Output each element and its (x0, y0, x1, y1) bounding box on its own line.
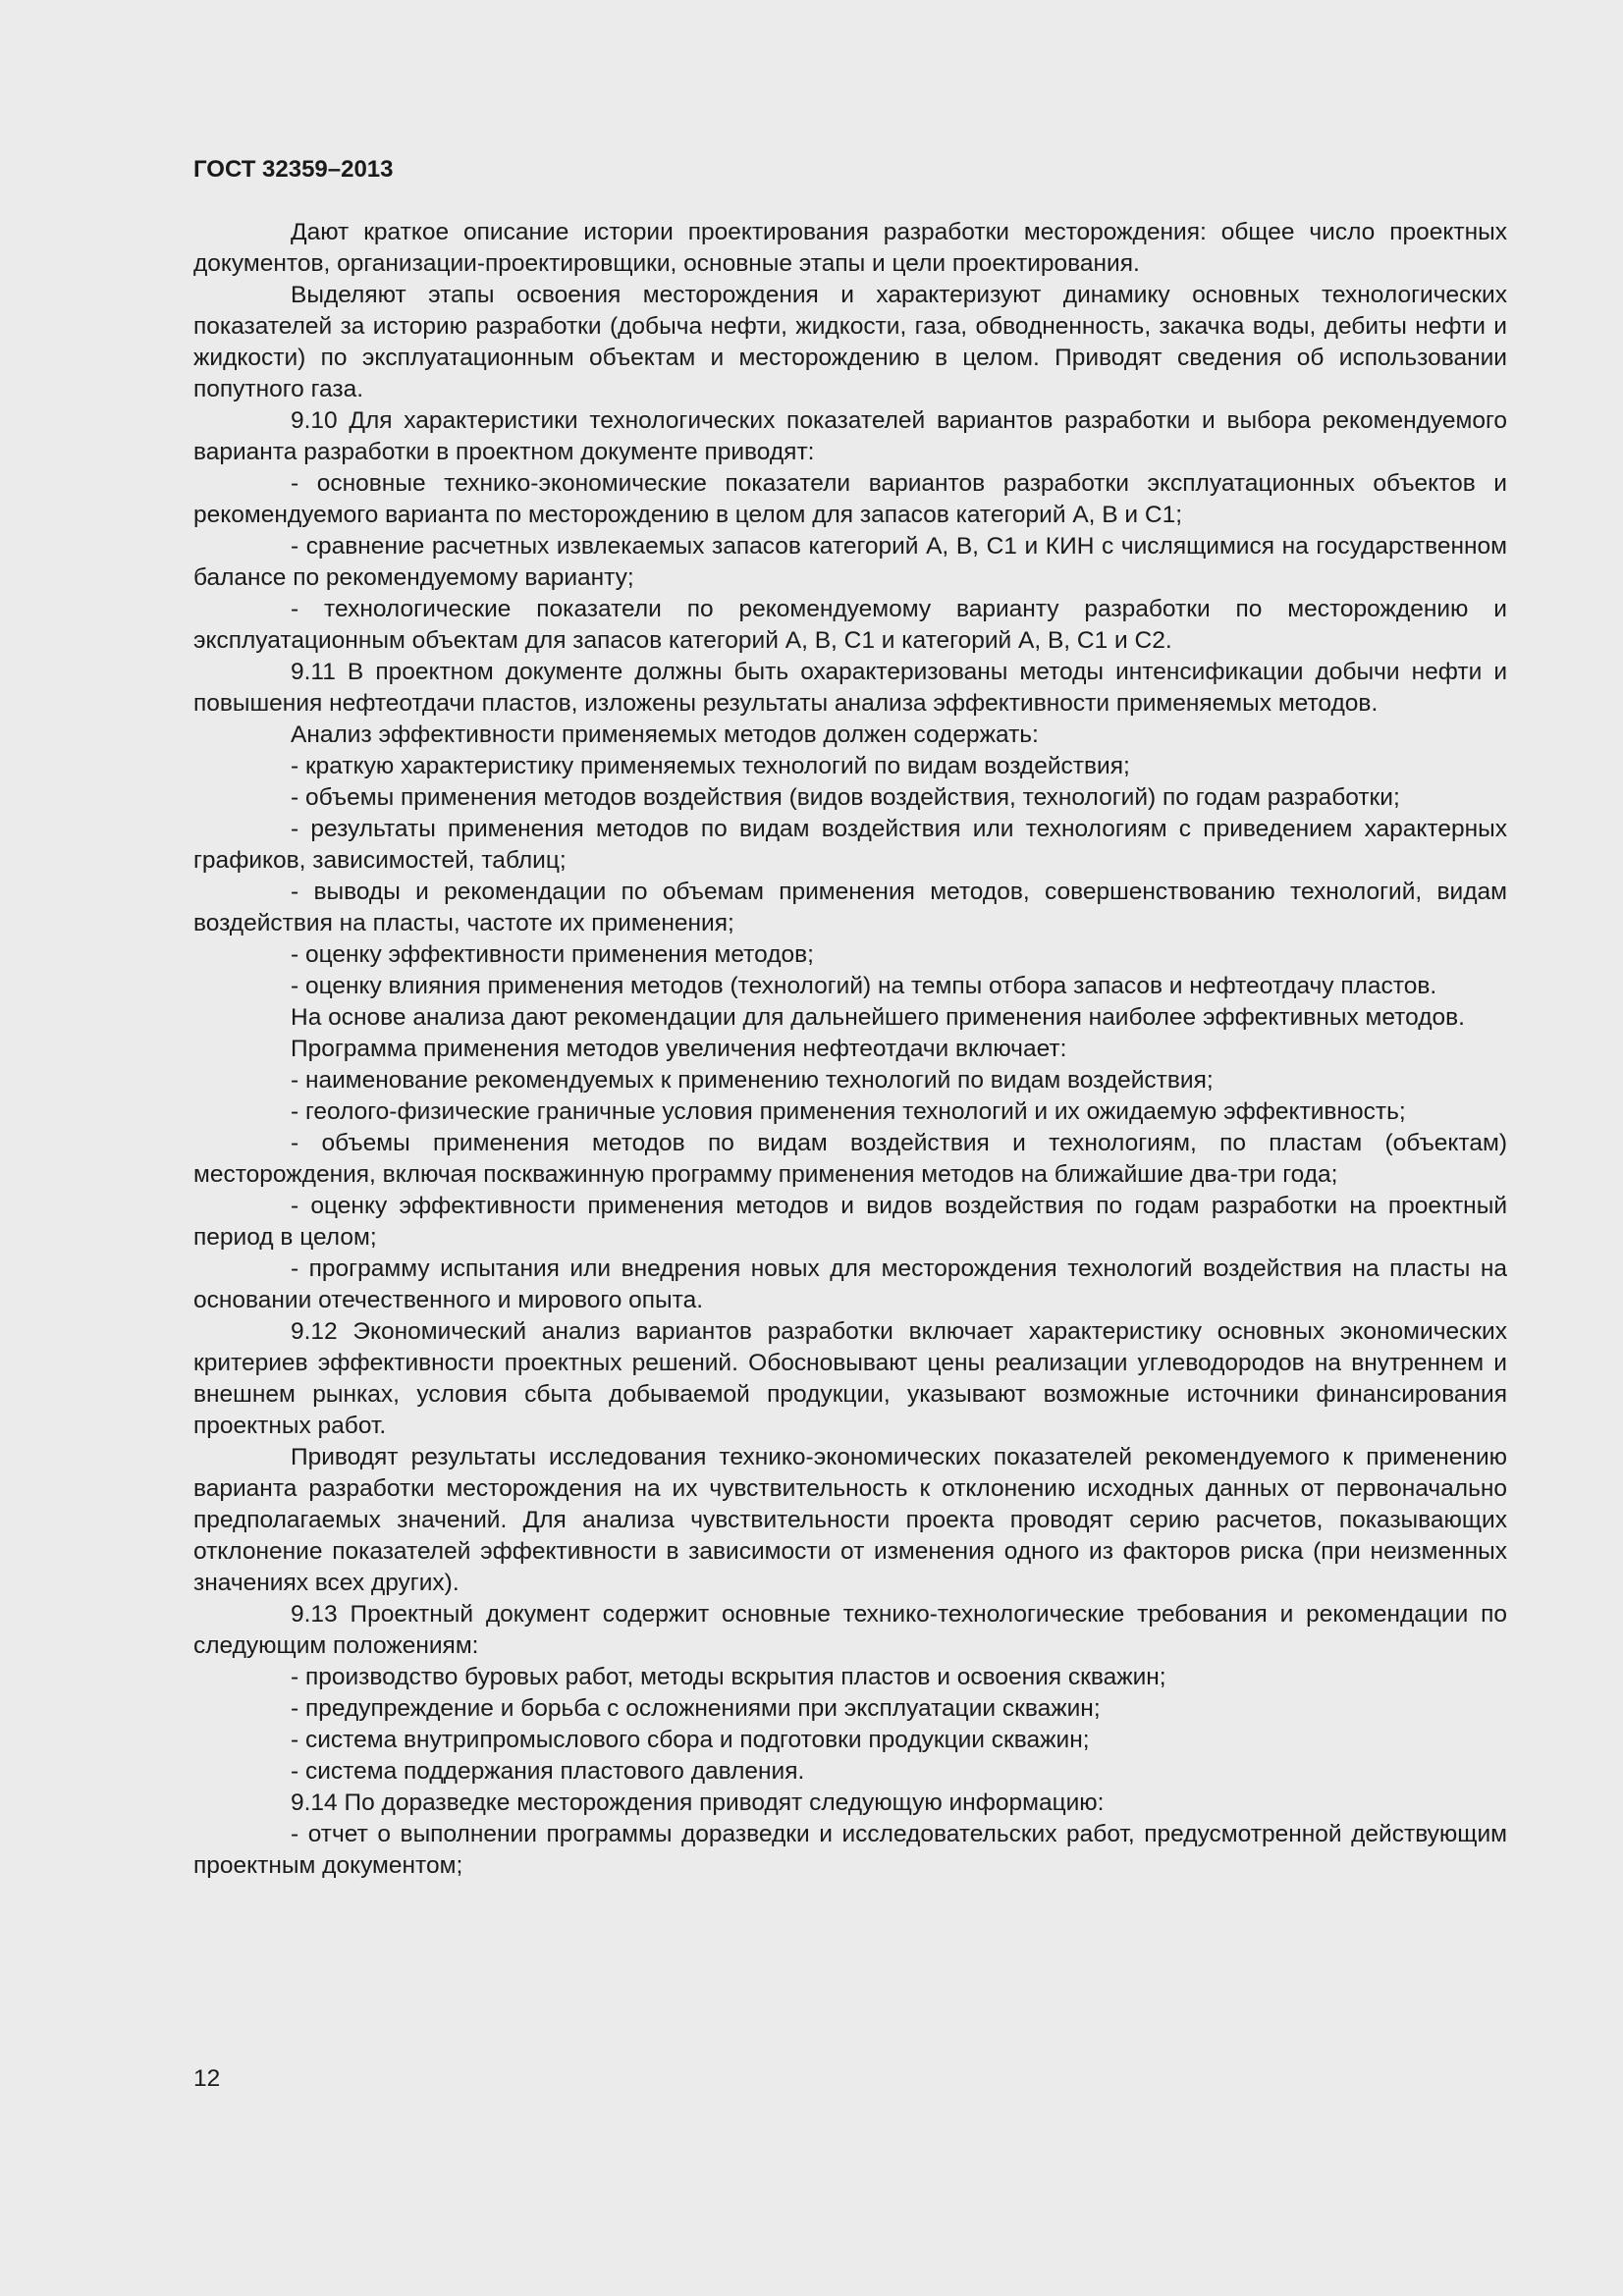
list-item: - выводы и рекомендации по объемам применения методов, совершенствованию технологий, видам воздействия на пласты, частоте их применения; (193, 879, 1507, 936)
list-item: - программу испытания или внедрения новых для месторождения технологий воздействия на пласты на основании отечественного и мирового опыта. (193, 1255, 1507, 1313)
list-item: - система внутрипромыслового сбора и подготовки продукции скважин; (291, 1727, 1090, 1753)
list-item: - оценку эффективности применения методов и видов воздействия по годам разработки на проектный период в целом; (193, 1193, 1507, 1251)
list-item: - объемы применения методов воздействия (видов воздействия, технологий) по годам разработки; (291, 784, 1400, 811)
list-item: - технологические показатели по рекомендуемому варианту разработки по месторождению и эксплуатационным объектам для запасов категорий А, В, С1 и категорий А, В, С1 и С2. (193, 596, 1507, 654)
list-item: - результаты применения методов по видам воздействия или технологиям с приведением характерных графиков, зависимостей, таблиц; (193, 816, 1507, 874)
paragraph: Приводят результаты исследования технико-экономических показателей рекомендуемого к применению варианта разработки месторождения на их чувствительность к отклонению исходных данных от первоначально предполагаемых значений. Для анализа чувствительности проекта проводят серию расчетов, показывающих отклонение показателей эффективности в зависимости от изменения одного из факторов риска (при неизменных значениях всех других). (193, 1444, 1507, 1596)
page-number: 12 (193, 2065, 221, 2092)
document-body (193, 217, 1507, 1882)
list-item: - геолого-физические граничные условия применения технологий и их ожидаемую эффективность; (291, 1098, 1406, 1125)
list-item: - оценку влияния применения методов (технологий) на темпы отбора запасов и нефтеотдачу пластов. (291, 973, 1437, 999)
paragraph: Дают краткое описание истории проектирования разработки месторождения: общее число проектных документов, организации-проектировщики, основные этапы и цели проектирования. (193, 219, 1507, 277)
list-item: - краткую характеристику применяемых технологий по видам воздействия; (291, 753, 1130, 779)
list-item: - сравнение расчетных извлекаемых запасов категорий А, В, С1 и КИН с числящимися на государственном балансе по рекомендуемому варианту; (193, 533, 1507, 591)
list-item: - объемы применения методов по видам воздействия и технологиям, по пластам (объектам) месторождения, включая поскважинную программу применения методов на ближайшие два-три года; (193, 1130, 1507, 1188)
paragraph: 9.14 По доразведке месторождения приводят следующую информацию: (291, 1789, 1105, 1816)
list-item: - система поддержания пластового давления. (291, 1758, 805, 1785)
paragraph: 9.10 Для характеристики технологических показателей вариантов разработки и выбора рекомендуемого варианта разработки в проектном документе приводят: (193, 407, 1507, 465)
document-header: ГОСТ 32359–2013 (193, 156, 394, 183)
paragraph: Программа применения методов увеличения нефтеотдачи включает: (291, 1036, 1067, 1062)
paragraph: Анализ эффективности применяемых методов должен содержать: (291, 721, 1039, 748)
list-item: - оценку эффективности применения методов; (291, 941, 814, 968)
paragraph: 9.12 Экономический анализ вариантов разработки включает характеристику основных экономических критериев эффективности проектных решений. Обосновывают цены реализации углеводородов на внутреннем и внешнем рынках, условия сбыта добываемой продукции, указывают возможные источники финансирования проектных работ. (193, 1318, 1507, 1439)
paragraph: На основе анализа дают рекомендации для дальнейшего применения наиболее эффективных методов. (291, 1004, 1465, 1031)
list-item: - наименование рекомендуемых к применению технологий по видам воздействия; (291, 1067, 1214, 1094)
paragraph: 9.13 Проектный документ содержит основные технико-технологические требования и рекомендации по следующим положениям: (193, 1601, 1507, 1659)
list-item: - отчет о выполнении программы доразведки и исследовательских работ, предусмотренной действующим проектным документом; (193, 1821, 1507, 1879)
paragraph: 9.11 В проектном документе должны быть охарактеризованы методы интенсификации добычи нефти и повышения нефтеотдачи пластов, изложены результаты анализа эффективности применяемых методов. (193, 659, 1507, 717)
list-item: - основные технико-экономические показатели вариантов разработки эксплуатационных объектов и рекомендуемого варианта по месторождению в целом для запасов категорий А, В и С1; (193, 470, 1507, 528)
list-item: - предупреждение и борьба с осложнениями при эксплуатации скважин; (291, 1695, 1101, 1722)
list-item: - производство буровых работ, методы вскрытия пластов и освоения скважин; (291, 1664, 1166, 1690)
paragraph: Выделяют этапы освоения месторождения и характеризуют динамику основных технологических показателей за историю разработки (добыча нефти, жидкости, газа, обводненность, закачка воды, дебиты нефти и жидкости) по эксплуатационным объектам и месторождению в целом. Приводят сведения об использовании попутного газа. (193, 282, 1507, 402)
